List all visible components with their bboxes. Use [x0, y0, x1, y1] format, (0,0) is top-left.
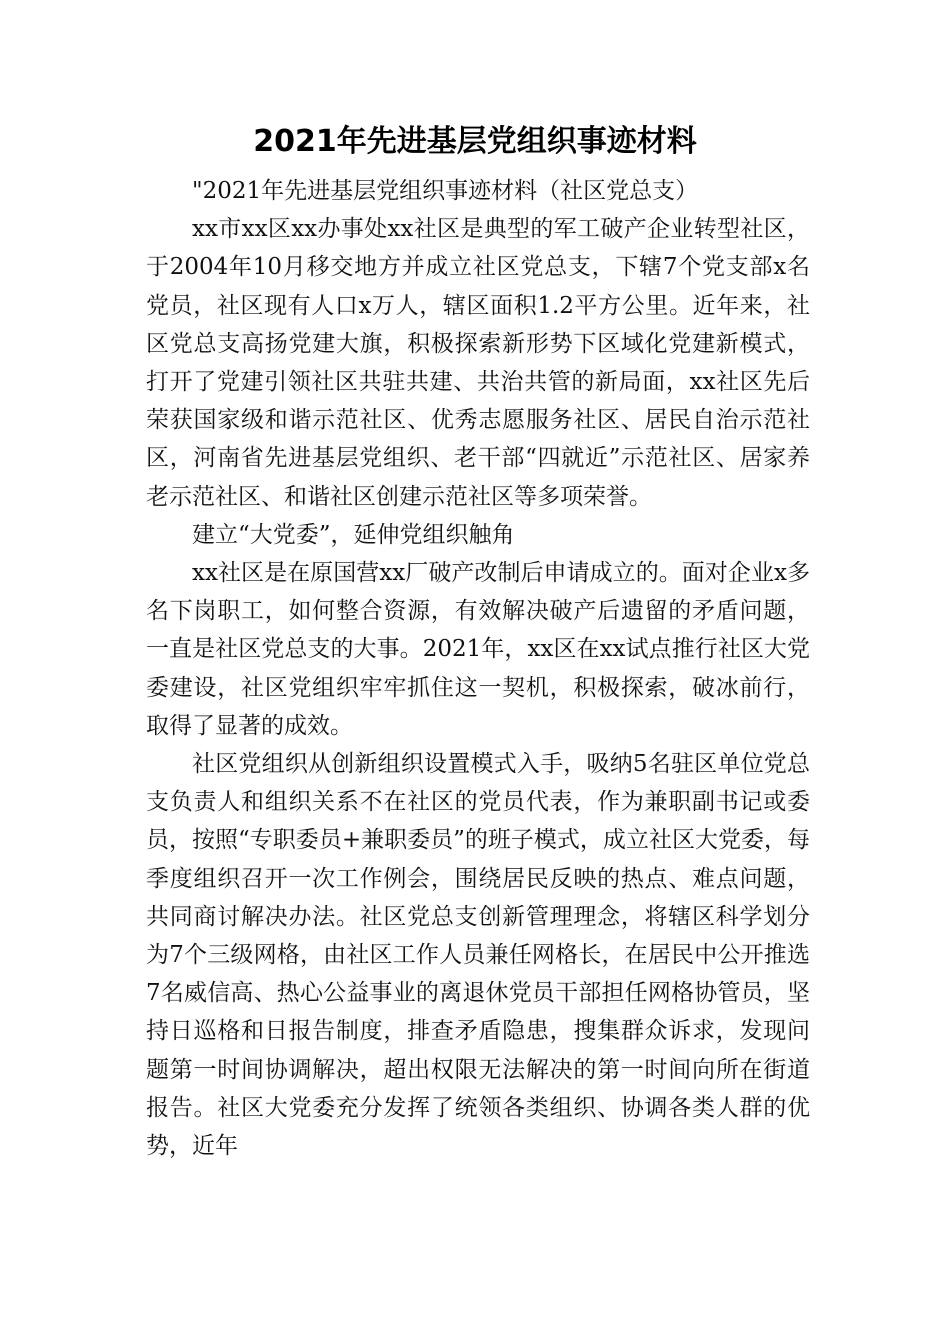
intro-subtitle-paragraph: "2021年先进基层党组织事迹材料（社区党总支） — [192, 178, 699, 204]
background-paragraph: xx社区是在原国营xx厂破产改制后申请成立的。面对企业x多名下岗职工，如何整合资源，有效解决破产后遗留的矛盾问题，一直是社区党总支的大事。2021年，xx区在xx试点推行社区大党委建设，社区党组织牢牢抓住这一契机，积极探索，破冰前行，取得了显著的成效。 — [146, 560, 810, 739]
document-title: 2021年先进基层党组织事迹材料 — [253, 124, 697, 159]
document-body — [146, 172, 810, 1165]
community-overview-paragraph: xx市xx区xx办事处xx社区是典型的军工破产企业转型社区，于2004年10月移交地方并成立社区党总支，下辖7个党支部x名党员，社区现有人口x万人，辖区面积1.2平方公里。近年来，社区党总支高扬党建大旗，积极探索新形势下区域化党建新模式，打开了党建引领社区共驻共建、共治共管的新局面，xx社区先后荣获国家级和谐示范社区、优秀志愿服务社区、居民自治示范社区，河南省先进基层党组织、老干部“四就近”示范社区、居家养老示范社区、和谐社区创建示范社区等多项荣誉。 — [146, 216, 810, 510]
organization-model-paragraph: 社区党组织从创新组织设置模式入手，吸纳5名驻区单位党总支负责人和组织关系不在社区的党员代表，作为兼职副书记或委员，按照“专职委员+兼职委员”的班子模式，成立社区大党委，每季度组织召开一次工作例会，围绕居民反映的热点、难点问题，共同商讨解决办法。社区党总支创新管理理念，将辖区科学划分为7个三级网格，由社区工作人员兼任网格长，在居民中公开推选7名威信高、热心公益事业的离退休党员干部担任网格协管员，坚持日巡格和日报告制度，排查矛盾隐患，搜集群众诉求，发现问题第一时间协调解决，超出权限无法解决的第一时间向所在街道报告。社区大党委充分发挥了统领各类组织、协调各类人群的优势，近年 — [146, 751, 810, 1160]
section-heading-paragraph: 建立“大党委”，延伸党组织触角 — [192, 521, 515, 548]
